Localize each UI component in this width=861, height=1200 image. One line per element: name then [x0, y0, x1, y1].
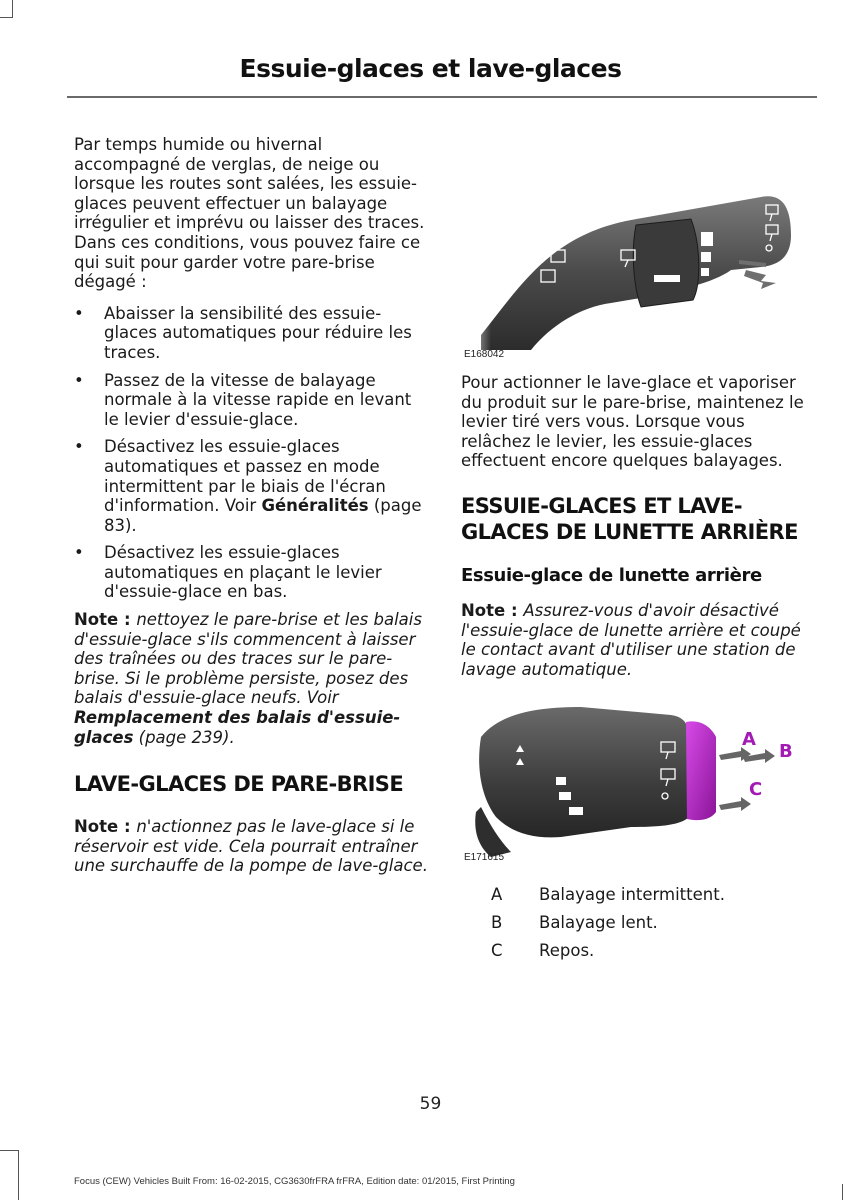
legend-key: C [491, 940, 503, 960]
title-divider [67, 96, 817, 98]
bullet-icon: • [74, 303, 84, 323]
intro-paragraph: Par temps humide ou hivernal accompagné de verglas, de neige ou lorsque les routes sont salées, les essuie-glaces peuvent effectuer un balayage irrégulier et imprévu ou laisser des traces. Dans ces conditions, vous pouvez faire ce qui suit pour garder votre pare-brise dégagé : [74, 135, 425, 292]
crop-mark-bottom-left-h [0, 1150, 18, 1151]
figure-code: E168042 [464, 349, 505, 361]
subsection-heading: Essuie-glace de lunette arrière [461, 564, 762, 586]
note-label: Note : [461, 600, 524, 620]
section-heading: ESSUIE-GLACES ET LAVE-GLACES DE LUNETTE ARRIÈRE [461, 493, 798, 544]
note-car-wash: Note : Assurez-vous d'avoir désactivé l'essuie-glace de lunette arrière et coupé le contact avant d'utiliser une station de lavage automatique. [461, 600, 801, 679]
page-title: Essuie-glaces et lave-glaces [239, 54, 622, 83]
footer-text: Focus (CEW) Vehicles Built From: 16-02-2015, CG3630frFRA frFRA, Edition date: 01/2015, First Printing [74, 1176, 515, 1187]
bullet-icon: • [74, 437, 84, 457]
legend-row [461, 941, 817, 961]
cross-reference-link[interactable]: Généralités [261, 496, 369, 516]
crop-mark-bottom-right-v [842, 1184, 843, 1200]
crop-mark-top-left-h [0, 17, 12, 18]
legend-row [461, 885, 817, 905]
note-label: Note : [74, 817, 137, 837]
right-column [461, 175, 817, 968]
rear-wiper-knob-illustration [461, 697, 817, 857]
legend-key: B [491, 912, 503, 932]
bullet-icon: • [74, 370, 84, 390]
callout-b: B [779, 741, 793, 763]
note-blades: Note : nettoyez le pare-brise et les balais d'essuie-glace s'ils commencent à laisser des traînées ou des traces sur le pare-brise. Si le problème persiste, posez des balais d'essuie-glace neufs. Voir Remplacement des balais d'essuie-glaces (page 239). [74, 610, 422, 747]
legend-key: A [491, 885, 503, 905]
page-number: 59 [419, 1094, 442, 1114]
section-heading: LAVE-GLACES DE PARE-BRISE [74, 772, 404, 797]
left-column [74, 135, 430, 900]
figure-wiper-stalk [461, 175, 817, 367]
list-item: • Passez de la vitesse de balayage normale à la vitesse rapide en levant le levier d'essuie-glace. [74, 370, 412, 429]
legend-label: Balayage lent. [539, 912, 658, 932]
legend-row [461, 913, 817, 933]
list-item: • Abaisser la sensibilité des essuie-glaces automatiques pour réduire les traces. [74, 303, 412, 362]
cross-reference-link[interactable]: Remplacement des balais d'essuie-glaces [74, 708, 401, 747]
legend-label: Repos. [539, 940, 595, 960]
callout-c: C [749, 779, 763, 801]
washer-paragraph: Pour actionner le lave-glace et vaporiser du produit sur le pare-brise, maintenez le levier tiré vers vous. Lorsque vous relâchez le levier, les essuie-glaces effectuent encore quelques balayages. [461, 373, 804, 471]
figure-code: E171615 [464, 851, 505, 863]
wiper-stalk-illustration [461, 175, 817, 355]
crop-mark-top-left-v [12, 0, 13, 18]
callout-a: A [742, 729, 756, 751]
list-item: • Désactivez les essuie-glaces automatiques en plaçant le levier d'essuie-glace en bas. [74, 543, 382, 602]
crop-mark-bottom-left-v [18, 1150, 19, 1200]
figure-rear-wiper [461, 697, 817, 869]
note-label: Note : [74, 610, 137, 630]
list-item: • Désactivez les essuie-glaces automatiques et passez en mode intermittent par le biais de l'écran d'information. Voir Généralités (page 83). [74, 437, 422, 535]
note-reservoir: Note : n'actionnez pas le lave-glace si le réservoir est vide. Cela pourrait entraîner une surchauffe de la pompe de lave-glace. [74, 817, 428, 876]
legend-label: Balayage intermittent. [539, 885, 725, 905]
tips-list [74, 304, 430, 602]
bullet-icon: • [74, 543, 84, 563]
figure-legend [461, 885, 817, 960]
